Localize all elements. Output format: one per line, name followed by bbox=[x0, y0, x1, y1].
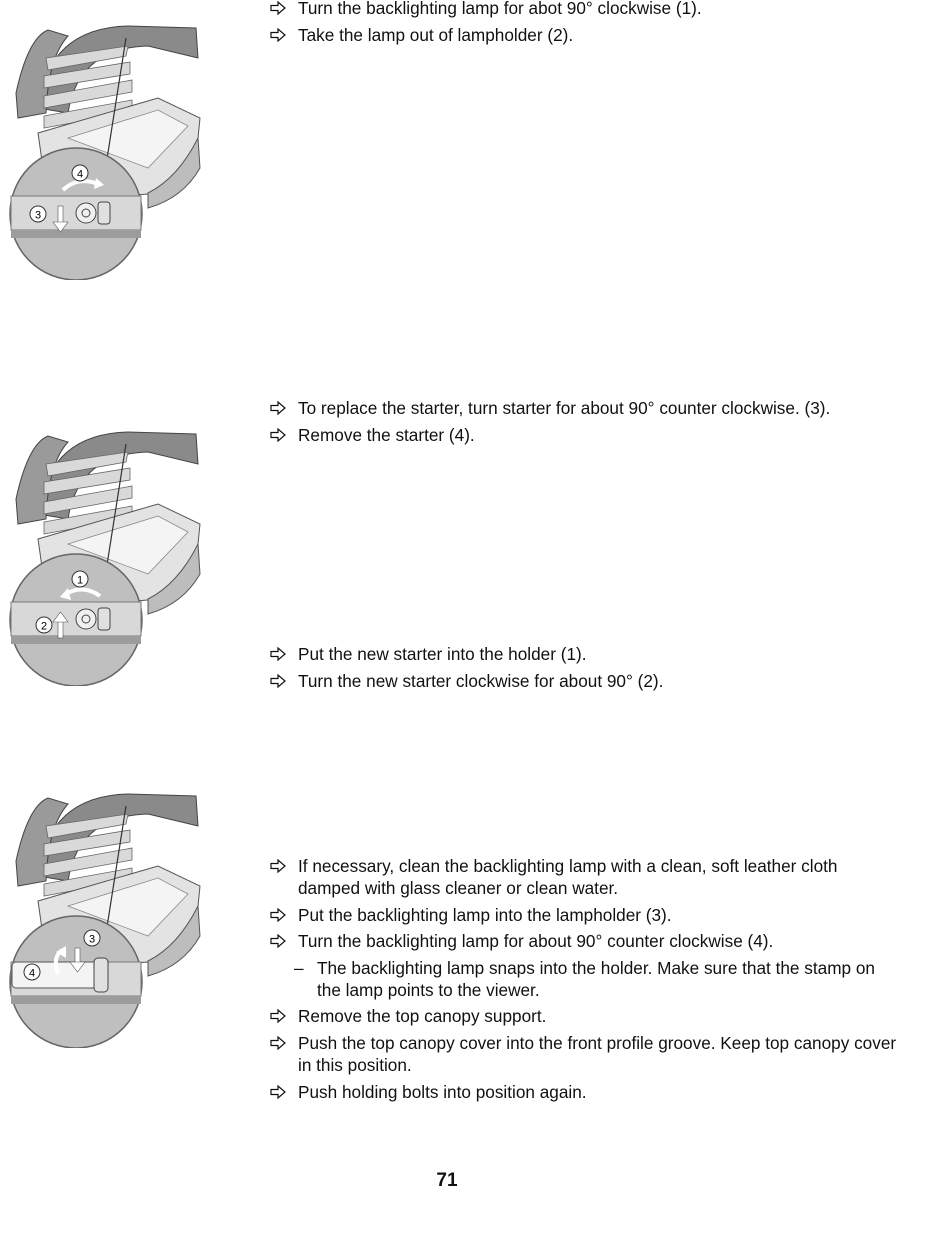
callout-3: 3 bbox=[34, 209, 42, 222]
detail-zoom-circle bbox=[10, 916, 142, 1048]
instruction-step bbox=[270, 24, 900, 46]
hollow-right-arrow-icon bbox=[270, 24, 290, 46]
instruction-step-text: Take the lamp out of lampholder (2). bbox=[298, 24, 574, 45]
instruction-step bbox=[270, 930, 900, 952]
instruction-step bbox=[270, 1081, 900, 1103]
instruction-step-text: Turn the backlighting lamp for abot 90° clockwise (1). bbox=[298, 0, 702, 18]
hollow-right-arrow-icon bbox=[270, 855, 290, 877]
instruction-step bbox=[270, 855, 900, 899]
hollow-right-arrow-icon bbox=[270, 930, 290, 952]
instruction-step bbox=[270, 904, 900, 926]
instruction-block-insert-starter bbox=[270, 643, 900, 696]
hollow-right-arrow-icon bbox=[270, 1005, 290, 1027]
tanning-bed-illustration-2 bbox=[8, 424, 204, 686]
hollow-right-arrow-icon bbox=[270, 0, 290, 19]
instruction-step-text: Put the new starter into the holder (1). bbox=[298, 644, 587, 664]
instruction-step bbox=[270, 1005, 900, 1027]
instruction-sub-note bbox=[270, 957, 900, 1001]
instruction-step bbox=[270, 424, 900, 446]
instruction-step-text: Push the top canopy cover into the front profile groove. Keep top canopy cover in this position. bbox=[298, 1032, 897, 1075]
tanning-bed-illustration-1 bbox=[8, 18, 204, 280]
hollow-right-arrow-icon bbox=[270, 424, 290, 446]
tanning-bed-illustration-3 bbox=[8, 786, 204, 1048]
instruction-sub-note-text: The backlighting lamp snaps into the holder. Make sure that the stamp on the lamp points to the viewer. bbox=[317, 957, 875, 1000]
page-number: 71 bbox=[436, 1170, 458, 1191]
callout-4: 4 bbox=[28, 967, 36, 980]
hollow-right-arrow-icon bbox=[270, 643, 290, 665]
instruction-block-remove-lamp bbox=[270, 0, 900, 50]
instruction-step-text: Turn the new starter clockwise for about 90° (2). bbox=[298, 670, 664, 691]
instruction-step-text: To replace the starter, turn starter for about 90° counter clockwise. (3). bbox=[298, 398, 831, 418]
hollow-right-arrow-icon bbox=[270, 397, 290, 419]
instruction-block-remove-starter bbox=[270, 397, 900, 450]
instruction-step-text: Remove the top canopy support. bbox=[298, 1006, 547, 1027]
hollow-right-arrow-icon bbox=[270, 1081, 290, 1103]
instruction-step bbox=[270, 643, 900, 665]
instruction-step bbox=[270, 397, 900, 419]
callout-2: 2 bbox=[40, 620, 48, 633]
instruction-step-text: Turn the backlighting lamp for about 90° counter clockwise (4). bbox=[298, 931, 774, 952]
callout-3: 3 bbox=[88, 933, 96, 946]
instruction-step bbox=[270, 0, 900, 19]
instruction-step-text: If necessary, clean the backlighting lamp with a clean, soft leather cloth damped with glass cleaner or clean water. bbox=[298, 856, 838, 898]
instruction-step-text: Put the backlighting lamp into the lampholder (3). bbox=[298, 904, 672, 925]
instruction-block-reinstall-lamp bbox=[270, 855, 900, 1107]
hollow-right-arrow-icon bbox=[270, 904, 290, 926]
callout-4: 4 bbox=[76, 168, 84, 181]
hollow-right-arrow-icon bbox=[270, 670, 290, 692]
hollow-right-arrow-icon bbox=[270, 1032, 290, 1054]
instruction-step-text: Remove the starter (4). bbox=[298, 424, 475, 445]
callout-1: 1 bbox=[76, 574, 84, 587]
instruction-step bbox=[270, 670, 900, 692]
dash-bullet: – bbox=[294, 957, 304, 978]
instruction-step bbox=[270, 1032, 900, 1076]
instruction-step-text: Push holding bolts into position again. bbox=[298, 1081, 587, 1102]
